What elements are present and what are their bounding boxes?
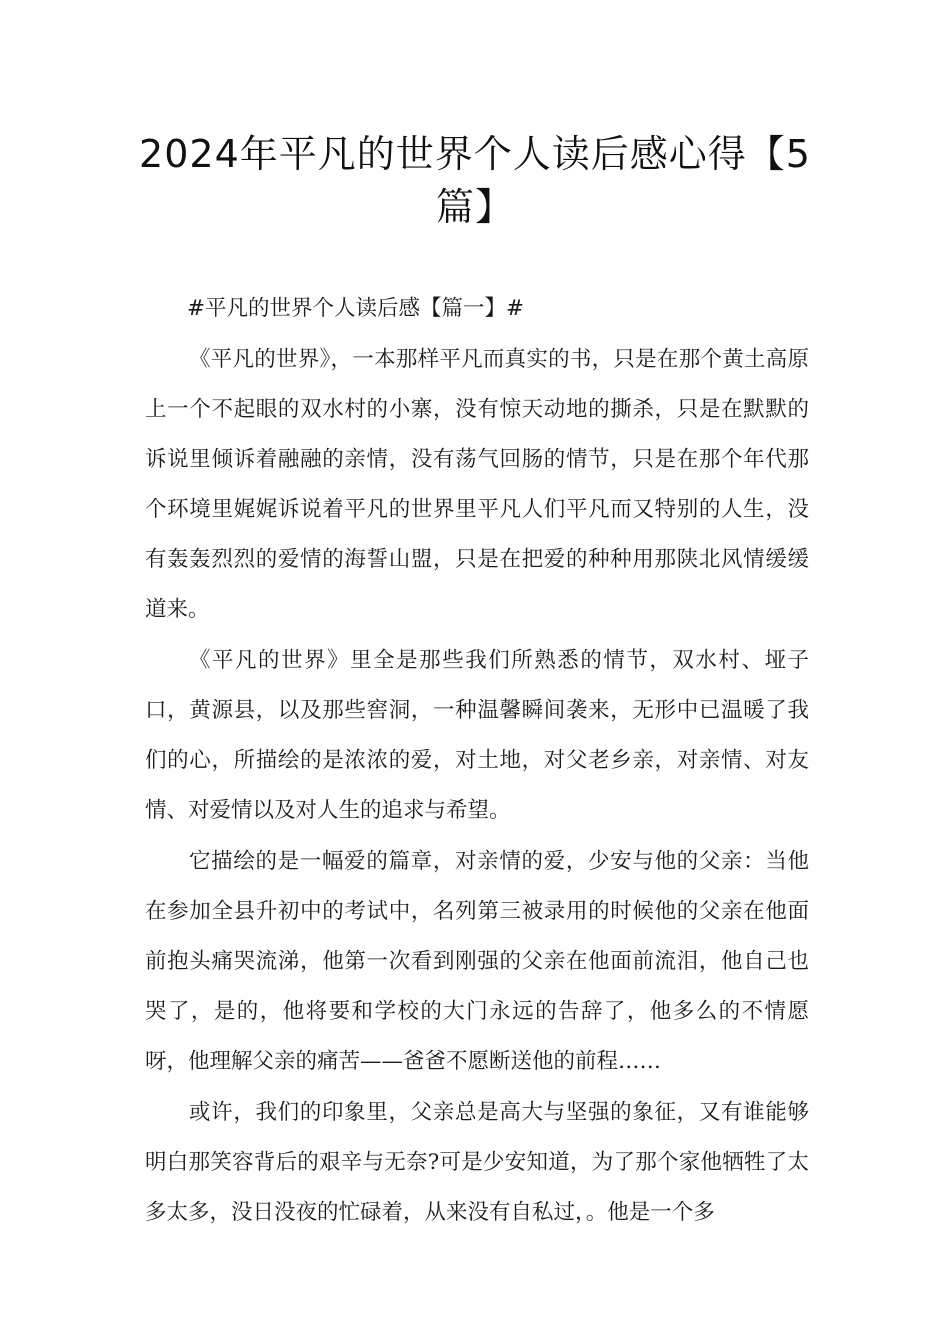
document-title: 2024年平凡的世界个人读后感心得【5篇】 — [139, 132, 811, 229]
paragraph-2: 《平凡的世界》里全是那些我们所熟悉的情节，双水村、垭子口，黄源县，以及那些窖洞，一种温馨瞬间袭来，无形中已温暖了我们的心，所描绘的是浓浓的爱，对土地，对父老乡亲，对亲情、对友情、对爱情以及对人生的追求与希望。 — [145, 648, 809, 823]
document-body — [145, 284, 809, 1239]
paragraph-1: 《平凡的世界》，一本那样平凡而真实的书，只是在那个黄土高原上一个不起眼的双水村的小寨，没有惊天动地的撕杀，只是在默默的诉说里倾诉着融融的亲情，没有荡气回肠的情节，只是在那个年代那个环境里娓娓诉说着平凡的世界里平凡人们平凡而又特别的人生，没有轰轰烈烈的爱情的海誓山盟，只是在把爱的种种用那陕北风情缓缓道来。 — [145, 347, 809, 622]
paragraph-4: 或许，我们的印象里，父亲总是高大与坚强的象征，又有谁能够明白那笑容背后的艰辛与无奈?可是少安知道，为了那个家他牺牲了太多太多，没日没夜的忙碌着，从来没有自私过，。他是一个多 — [145, 1100, 809, 1225]
section-heading: #平凡的世界个人读后感【篇一】# — [187, 296, 525, 321]
paragraph-3: 它描绘的是一幅爱的篇章，对亲情的爱，少安与他的父亲：当他在参加全县升初中的考试中，名列第三被录用的时候他的父亲在他面前抱头痛哭流涕，他第一次看到刚强的父亲在他面前流泪，他自己也哭了，是的，他将要和学校的大门永远的告辞了，他多么的不情愿呀，他理解父亲的痛苦——爸爸不愿断送他的前程…… — [145, 849, 809, 1074]
